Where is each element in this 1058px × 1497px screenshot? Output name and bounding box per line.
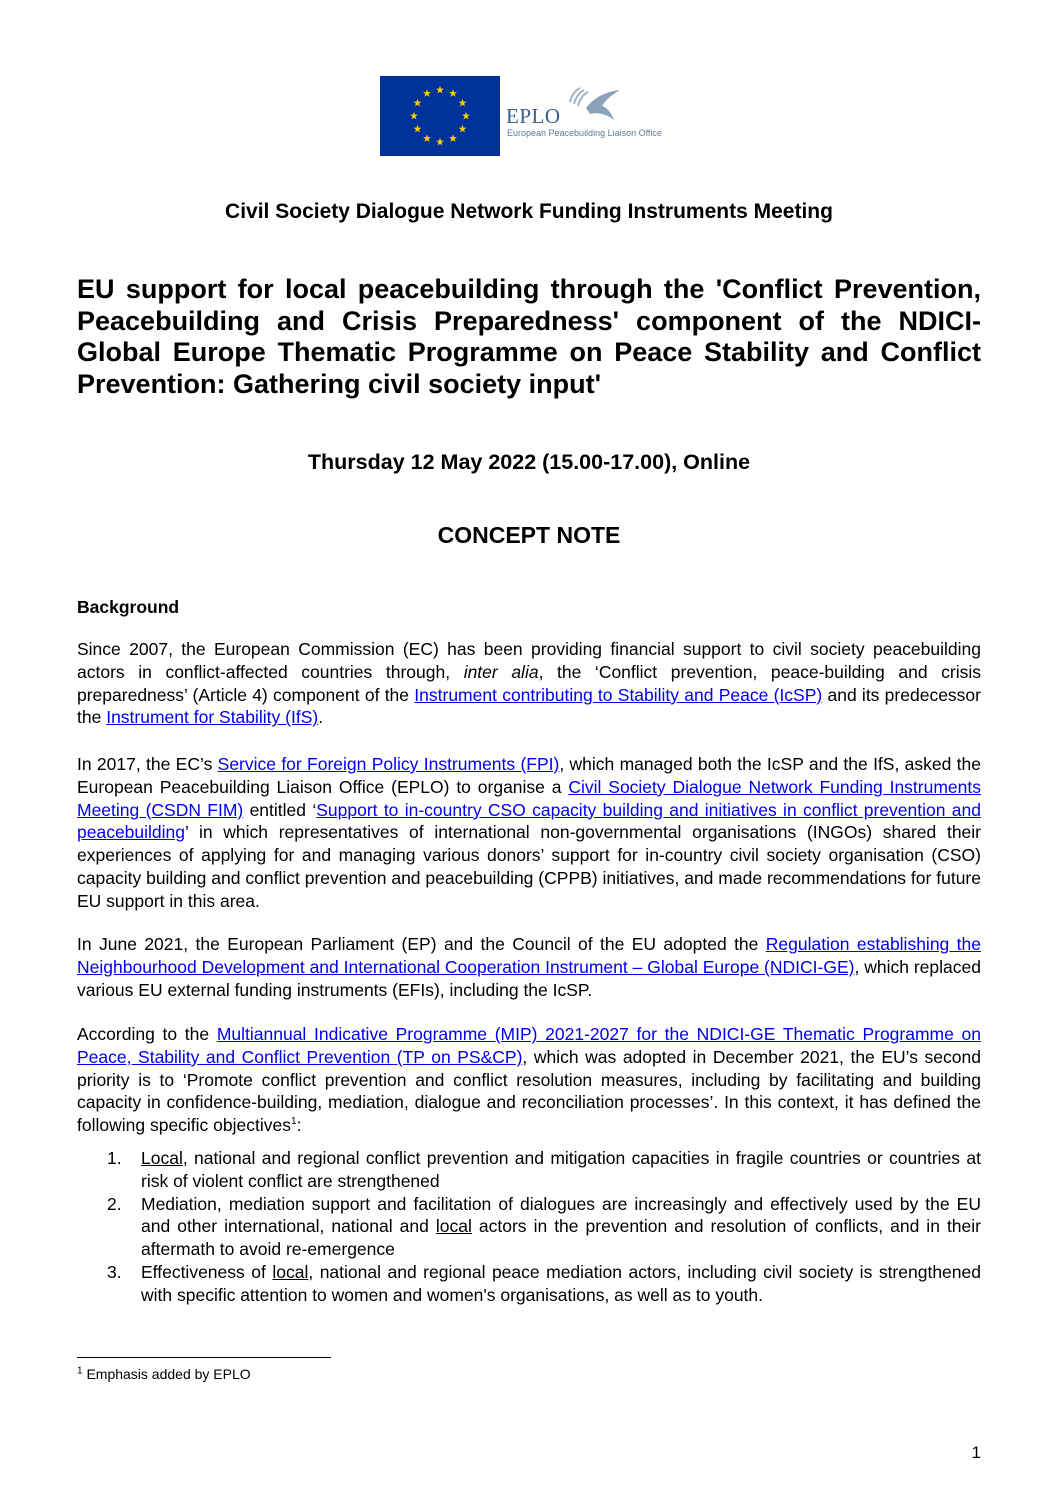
eu-star [459,125,467,133]
eu-flag-icon [380,76,500,156]
eplo-logo-text: EPLO [506,104,561,128]
text: In 2017, the EC’s [77,754,218,774]
footnote-number: 1 [77,1365,83,1377]
text: ’ in which representatives of international non-governmental organisations (INGOs) shared their experiences of applying for and managing various donors’ support for in-country civil society organisation (CSO) capacity building and conflict prevention and peacebuilding (CPPB) initiatives, and made recommendations for future EU support in this area. [77,822,981,911]
text: , national and regional peace mediation actors, including civil society is strengthened with specific attention to women and women's organisations, as well as to youth. [141,1261,981,1305]
text: In June 2021, the European Parliament (EP) and the Council of the EU adopted the [77,934,766,954]
emphasis-text: local [272,1261,309,1282]
text: According to the [77,1024,217,1044]
emphasis-text: local [435,1216,472,1237]
background-heading: Background [77,597,180,617]
text: , the ‘Conflict prevention, peace-building and crisis preparedness’ (Article 4) component of the [77,661,981,705]
list-item [77,1261,981,1307]
text: , which replaced various EU external funding instruments (EFIs), including the IcSP. [77,956,981,1000]
meeting-title: Civil Society Dialogue Network Funding Instruments Meeting [225,200,833,223]
date-line: Thursday 12 May 2022 (15.00-17.00), Online [307,450,751,474]
footnote-divider [77,1357,331,1358]
list-item [77,1193,981,1261]
eu-star [436,86,444,94]
list-item-number: 1. [107,1148,122,1168]
footnote-reference: 1 [291,1116,297,1128]
link-csdn-fim[interactable]: Civil Society Dialogue Network Funding Instruments Meeting (CSDN FIM) [77,776,982,820]
text: : [296,1115,302,1136]
background-paragraph-2 [77,753,981,913]
text: Effectiveness of [141,1261,273,1282]
emphasis-text: inter alia [463,661,539,682]
link-mip[interactable]: Multiannual Indicative Programme (MIP) 2021-2027 for the NDICI-GE Thematic Programme on Peace, Stability and Conflict Prevention (TP on PS&CP) [77,1024,982,1067]
text: and its predecessor the [77,684,981,728]
background-paragraph-4 [77,1023,981,1137]
eu-star [423,89,431,97]
link-cso-capacity-meeting[interactable]: Support to in-country CSO capacity building and initiatives in conflict prevention and peacebuilding [77,799,982,843]
link-icsp[interactable]: Instrument contributing to Stability and Peace (IcSP) [414,684,823,705]
eplo-logo-subtitle: European Peacebuilding Liaison Office [507,128,662,138]
text: , which was adopted in December 2021, the EU’s second priority is to ‘Promote conflict prevention and conflict resolution measures, including by facilitating and building capacity in confidence-building, mediation, dialogue and reconciliation processes’. In this context, it has defined the following specific objectives [77,1046,981,1136]
link-ndici-regulation[interactable]: Regulation establishing the Neighbourhood Development and International Cooperation Instrument – Global Europe (NDICI-GE) [77,934,982,977]
text: entitled ‘ [243,799,317,820]
eu-star [423,134,431,142]
eu-star [436,138,444,146]
page-number: 1 [971,1443,981,1462]
footnote-text: Emphasis added by EPLO [82,1366,251,1382]
eu-star [413,125,421,133]
footnote [77,1366,251,1382]
text: Since 2007, the European Commission (EC) has been providing financial support to civil society peacebuilding actors in conflict-affected countries through, [77,639,981,682]
link-ifs[interactable]: Instrument for Stability (IfS) [106,707,319,728]
eu-star [462,112,470,120]
eu-star [449,134,457,142]
text: . [318,707,324,728]
document-type-heading: CONCEPT NOTE [437,522,621,548]
text: Mediation, mediation support and facilitation of dialogues are increasingly and effectively used by the EU and other international, national and [141,1193,981,1237]
list-item [77,1147,981,1193]
objectives-list [77,1147,981,1307]
eu-star [459,99,467,107]
dove-icon [562,84,624,126]
text: , which managed both the IcSP and the IfS, asked the European Peacebuilding Liaison Office (EPLO) to organise a [77,754,981,797]
link-fpi[interactable]: Service for Foreign Policy Instruments (FPI) [217,754,560,774]
text: actors in the prevention and resolution of conflicts, and in their aftermath to avoid re-emergence [141,1216,981,1260]
background-paragraph-3 [77,933,981,1001]
eu-star [413,99,421,107]
list-item-number: 3. [107,1261,122,1282]
eplo-logo [504,84,674,144]
eu-star [410,112,418,120]
list-item-number: 2. [107,1193,122,1214]
emphasis-text: Local [141,1148,183,1168]
background-paragraph-1 [77,638,981,729]
text: , national and regional conflict prevention and mitigation capacities in fragile countries or countries at risk of violent conflict are strengthened [141,1148,981,1191]
main-title: EU support for local peacebuilding through the 'Conflict Prevention, Peacebuilding and Crisis Preparedness' component of the NDICI-Global Europe Thematic Programme on Peace Stability and Conflict Prevention: Gathering civil society input' [77,274,981,399]
eu-stars-icon [380,76,500,156]
eu-star [449,89,457,97]
